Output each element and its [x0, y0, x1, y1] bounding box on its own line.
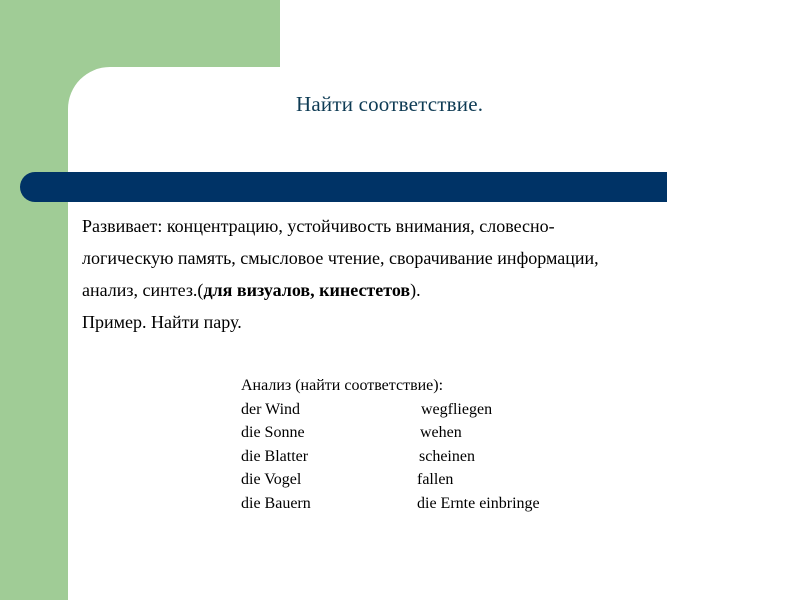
pair-left: die Sonne	[241, 424, 305, 441]
pair-left: die Bauern	[241, 494, 311, 512]
pair-row	[241, 398, 493, 422]
slide-body	[82, 210, 782, 338]
pair-left: der Wind	[241, 400, 301, 418]
example-block	[241, 374, 540, 515]
pair-row	[241, 468, 454, 492]
body-line-3	[82, 274, 782, 306]
pair-right: fallen	[417, 471, 454, 488]
pair-left: die Vogel	[241, 471, 302, 488]
pair-row	[241, 445, 475, 469]
pair-left: die Blatter	[241, 447, 309, 465]
pair-row	[241, 421, 462, 445]
body-line-3-bold: для визуалов, кинестетов	[203, 280, 411, 300]
slide-title: Найти соответствие.	[296, 92, 484, 116]
pair-row	[241, 492, 540, 516]
body-line-1: Развивает: концентрацию, устойчивость внимания, словесно-	[82, 216, 555, 236]
body-line-3-start: анализ, синтез.(	[82, 280, 204, 300]
pair-right: scheinen	[419, 447, 475, 465]
pair-right: wegfliegen	[421, 400, 493, 418]
title-divider-bar	[20, 172, 667, 202]
body-line-4: Пример. Найти пару.	[82, 312, 242, 332]
body-line-3-end: ).	[410, 280, 421, 300]
body-line-2: логическую память, смысловое чтение, сворачивание информации,	[82, 248, 599, 268]
pair-right: die Ernte einbringe	[417, 494, 540, 512]
pair-right: wehen	[420, 424, 462, 441]
example-heading: Анализ (найти соответствие):	[241, 377, 444, 394]
